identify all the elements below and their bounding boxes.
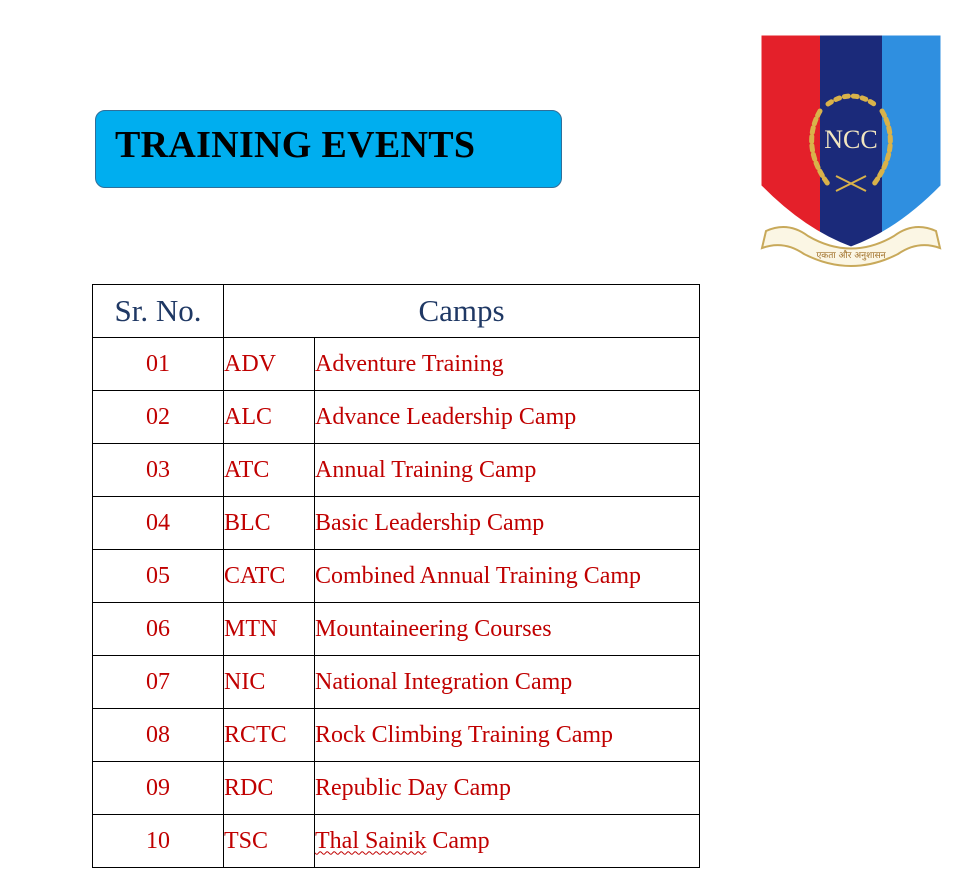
table-row: [93, 391, 700, 444]
row-code: TSC: [224, 815, 315, 868]
row-camp-name: Adventure Training: [315, 338, 700, 391]
row-code: ALC: [224, 391, 315, 444]
table-row: [93, 497, 700, 550]
logo-emblem-text: NCC: [824, 125, 878, 154]
row-code: BLC: [224, 497, 315, 550]
row-code: ADV: [224, 338, 315, 391]
camp-name-suffix: Camp: [426, 827, 490, 854]
table-header-row: [93, 285, 700, 338]
ncc-logo: [748, 26, 954, 288]
table-row: [93, 603, 700, 656]
row-camp-name: National Integration Camp: [315, 656, 700, 709]
header-camps: Camps: [224, 285, 700, 338]
row-sr: 08: [93, 709, 224, 762]
table-row: [93, 550, 700, 603]
logo-motto: एकता और अनुशासन: [816, 251, 886, 261]
row-camp-name: Republic Day Camp: [315, 762, 700, 815]
title-banner: [95, 110, 562, 188]
row-camp-name: Combined Annual Training Camp: [315, 550, 700, 603]
camps-table: [92, 284, 700, 868]
row-camp-name: Advance Leadership Camp: [315, 391, 700, 444]
row-sr: 06: [93, 603, 224, 656]
row-sr: 07: [93, 656, 224, 709]
row-code: ATC: [224, 444, 315, 497]
row-camp-name: Annual Training Camp: [315, 444, 700, 497]
row-code: MTN: [224, 603, 315, 656]
table-row: [93, 656, 700, 709]
row-sr: 10: [93, 815, 224, 868]
row-camp-name: Mountaineering Courses: [315, 603, 700, 656]
ncc-emblem-icon: [748, 26, 954, 288]
row-camp-name: Rock Climbing Training Camp: [315, 709, 700, 762]
row-sr: 05: [93, 550, 224, 603]
table-row: [93, 815, 700, 868]
spellcheck-flagged-text: Thal Sainik: [315, 827, 427, 854]
row-sr: 02: [93, 391, 224, 444]
table-row: [93, 762, 700, 815]
table-row: [93, 338, 700, 391]
row-sr: 09: [93, 762, 224, 815]
row-code: CATC: [224, 550, 315, 603]
page-title: TRAINING EVENTS: [115, 124, 476, 166]
row-code: NIC: [224, 656, 315, 709]
row-code: RCTC: [224, 709, 315, 762]
row-code: RDC: [224, 762, 315, 815]
row-sr: 01: [93, 338, 224, 391]
row-camp-name: Basic Leadership Camp: [315, 497, 700, 550]
row-sr: 03: [93, 444, 224, 497]
table-row: [93, 709, 700, 762]
row-sr: 04: [93, 497, 224, 550]
table-row: [93, 444, 700, 497]
header-sr-no: Sr. No.: [93, 285, 224, 338]
row-camp-name: [315, 815, 700, 868]
